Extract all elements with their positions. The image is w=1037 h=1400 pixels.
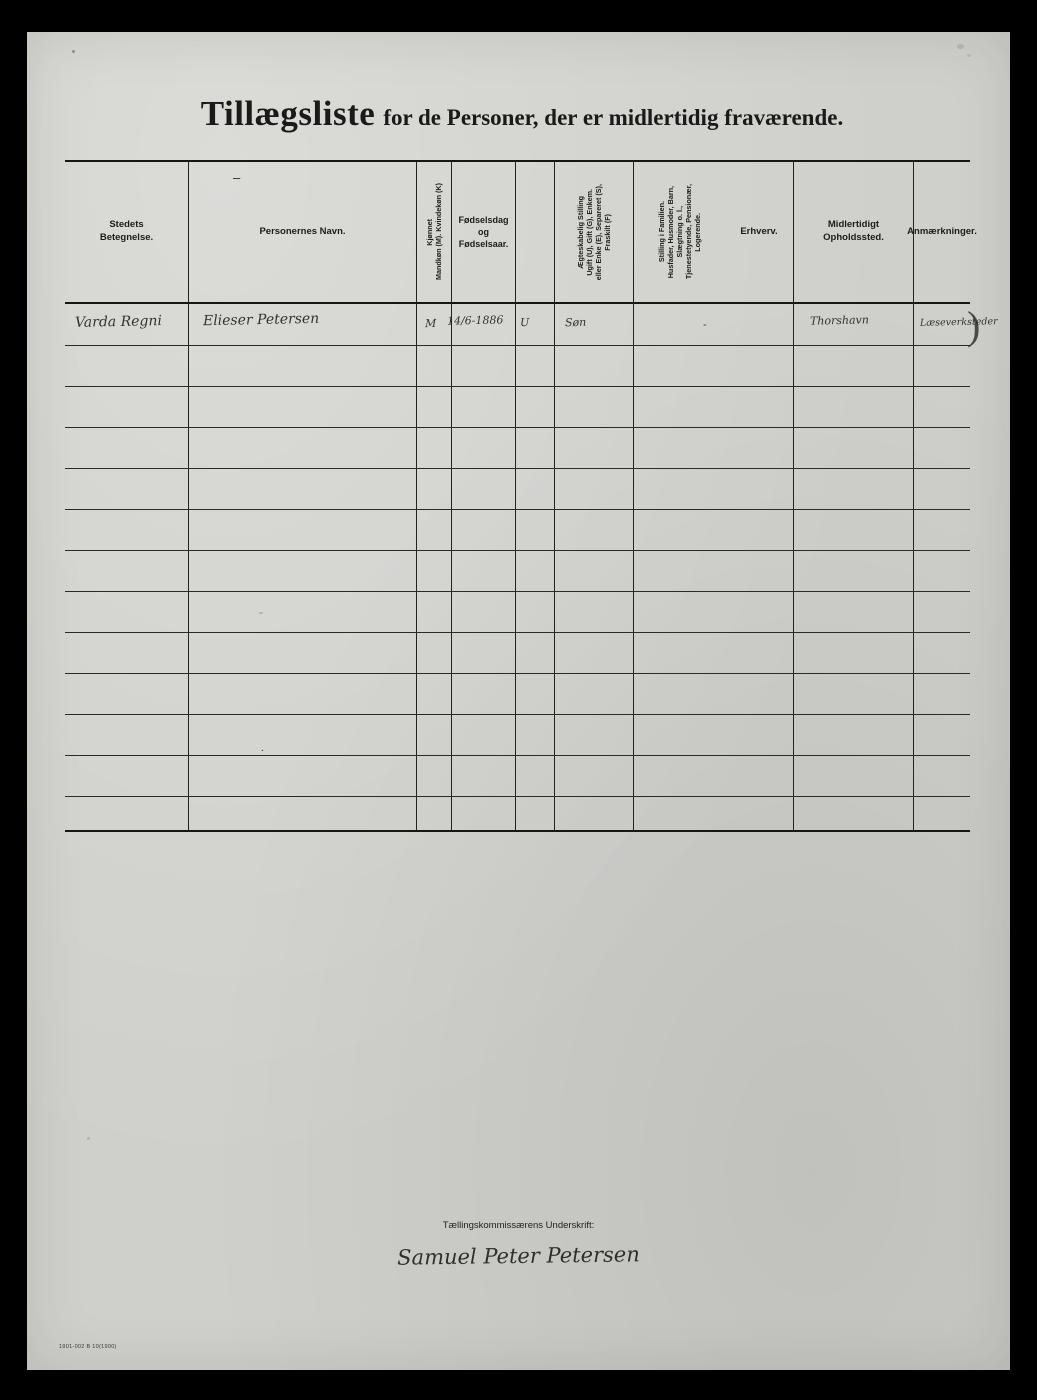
column-header-line: Mandkøn (M). Kvindekøn (K) <box>434 183 443 281</box>
row-divider <box>65 755 970 756</box>
row-divider <box>65 591 970 592</box>
column-header-line: Fraskilt (F) <box>603 213 612 251</box>
scan-speck <box>967 54 971 57</box>
column-header-line: Husfader, Husmoder, Barn, <box>665 185 675 279</box>
column-header-personernes-navn <box>189 162 416 302</box>
scan-speck <box>87 1137 90 1140</box>
cell-erhverv: - <box>702 317 707 332</box>
column-header-line: Slægtning o. l., <box>674 206 684 258</box>
column-header-line: Stedets <box>109 219 144 231</box>
column-header-line: Opholdssted. <box>823 232 884 243</box>
column-header-aegteskabelig-stilling <box>555 162 633 302</box>
column-header-line: Personernes Navn. <box>259 225 346 237</box>
column-header-line: eller Enke (E), Separeret (S), <box>594 183 603 281</box>
scan-speck <box>72 50 75 53</box>
signature-name: Samuel Peter Petersen <box>397 1242 640 1270</box>
column-header-line: Ægteskabelig Stilling <box>576 195 585 269</box>
column-header-stedets-betegnelse <box>65 162 188 302</box>
row-divider <box>65 427 970 428</box>
row-divider <box>65 550 970 551</box>
row-divider <box>65 632 970 633</box>
cell-kjonnet: M <box>424 316 437 331</box>
column-header-line: Kjønnet <box>425 218 434 246</box>
column-header-line: og <box>477 226 489 237</box>
column-header-line: Fødselsdag <box>458 214 509 225</box>
stray-ink-mark: . <box>261 742 264 754</box>
form-code: 1901-002 B 10(1900) <box>59 1344 117 1350</box>
column-header-line: Fødselsaar. <box>458 239 509 250</box>
column-header-line: Tjenestetyende, Pensionær, <box>683 184 693 280</box>
column-header-midlertidigt-opholdssted <box>794 162 913 302</box>
cell-stedets-betegnelse: Varda Regni <box>74 313 163 331</box>
row-divider <box>65 386 970 387</box>
row-divider <box>65 345 970 346</box>
row-divider <box>65 714 970 715</box>
persons-table <box>65 160 998 832</box>
signature-label: Tællingskommissærens Underskrift: <box>442 1220 595 1231</box>
column-header-fodselsdag <box>452 162 515 302</box>
page-title-main: Tillægsliste <box>200 94 376 133</box>
column-divider <box>515 162 516 830</box>
row-divider <box>65 796 970 797</box>
cell-aegteskabelig-stilling: U <box>519 315 530 330</box>
column-header-anmaerkninger <box>907 162 977 302</box>
column-header-line: Anmærkninger. <box>907 225 977 237</box>
cell-fodselsdag: 14/6-1886 <box>446 313 504 328</box>
row-brace-mark: ) <box>967 303 981 348</box>
column-header-line: Betegnelse. <box>99 232 154 243</box>
column-header-kjonnet <box>417 162 451 302</box>
cell-stilling-i-familien: Søn <box>564 315 587 330</box>
header-dash-mark: – <box>233 170 241 185</box>
scanned-page <box>27 32 1010 1370</box>
column-header-line: Logerende. <box>692 212 702 252</box>
column-header-line: Erhverv. <box>740 225 778 237</box>
column-header-line: Midlertidigt <box>827 219 880 231</box>
cell-midlertidigt-opholdssted: Thorshavn <box>809 313 870 328</box>
row-divider <box>65 468 970 469</box>
cell-anmaerkninger: Læseverksteder <box>919 316 998 329</box>
row-divider <box>65 673 970 674</box>
column-header-line: Stilling i Familien. <box>656 201 666 263</box>
row-divider <box>65 509 970 510</box>
page-title <box>67 94 977 134</box>
column-header-line: Ugift (U), Gift (G), Enkem. <box>585 188 594 276</box>
scan-speck <box>957 44 964 49</box>
page-title-subtitle: for de Personer, der er midlertidig fraværende. <box>383 105 844 130</box>
column-header-erhverv <box>725 162 793 302</box>
column-header-stilling-i-familien <box>634 162 724 302</box>
header-separator <box>65 302 970 304</box>
cell-personernes-navn: Elieser Petersen <box>202 310 320 330</box>
